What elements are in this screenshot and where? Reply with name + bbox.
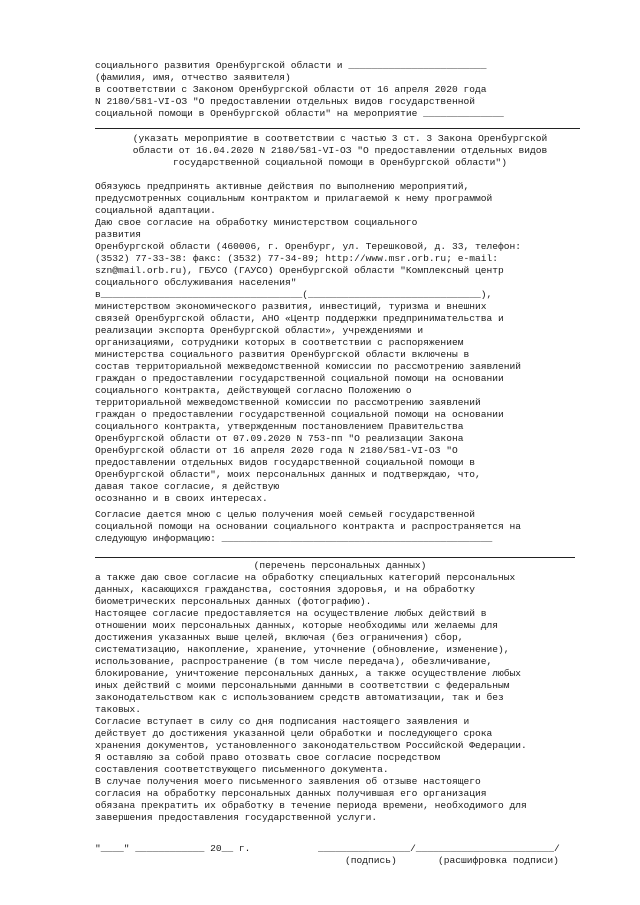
text-line: давая такое согласие, я действую	[95, 481, 280, 492]
text-line: министерством экономического развития, инвестиций, туризма и внешних	[95, 301, 487, 312]
text-line: следующую информацию: _______________________________________________	[95, 533, 493, 544]
text-line: Обязуюсь предпринять активные действия по выполнению мероприятий,	[95, 181, 470, 192]
text-line: таковых.	[95, 704, 142, 715]
text-line: в соответствии с Законом Оренбургской области от 16 апреля 2020 года	[95, 84, 487, 95]
name-caption: (расшифровка подписи)	[438, 855, 559, 866]
text-line: территориальной межведомственной комиссии по рассмотрению заявлений	[95, 397, 481, 408]
text-line: министерства социального развития Оренбургской области включены в	[95, 349, 470, 360]
text-line: Настоящее согласие предоставляется на осуществление любых действий в	[95, 608, 487, 619]
text-line: действует до достижения указанной цели обработки и последующего срока	[95, 728, 493, 739]
text-line: N 2180/581-VI-ОЗ "О предоставлении отдельных видов государственной	[95, 96, 475, 107]
text-line: завершения предоставления государственной услуги.	[95, 812, 378, 823]
text-line: составления соответствующего письменного документа.	[95, 764, 389, 775]
text-line: хранения документов, установленного законодательством Российской Федерации.	[95, 740, 527, 751]
text-line: социального развития Оренбургской области и ________________________	[95, 60, 487, 71]
text-line: осознанно и в своих интересах.	[95, 493, 268, 504]
text-line: состав территориальной межведомственной комиссии по рассмотрению заявлений	[95, 361, 522, 372]
text-line: Согласие вступает в силу со дня подписания настоящего заявления и	[95, 716, 470, 727]
text-line: данных, касающихся гражданства, состояния здоровья, и на обработку	[95, 584, 475, 595]
text-line: граждан о предоставлении государственной социальной помощи на основании	[95, 409, 504, 420]
text-line: использование, распространение (в том числе передача), обезличивание,	[95, 656, 493, 667]
text-line: Согласие дается мною с целью получения моей семьей государственной	[95, 509, 475, 520]
text-line: Оренбургской области от 16 апреля 2020 года N 2180/581-VI-ОЗ "О	[95, 445, 458, 456]
text-line: законодательством как с использованием средств автоматизации, так и без	[95, 692, 504, 703]
text-line: развития	[95, 229, 142, 240]
text-line: блокирование, уничтожение персональных данных, а также осуществление любых	[95, 668, 522, 679]
hint-line: области от 16.04.2020 N 2180/581-VI-ОЗ "О предоставлении отдельных видов	[132, 145, 548, 156]
fill-in-line	[95, 557, 575, 558]
text-line: социальной помощи в Оренбургской области" на мероприятие ______________	[95, 108, 504, 119]
hint-line: (указать мероприятие в соответствии с частью 3 ст. 3 Закона Оренбургской	[132, 133, 548, 144]
text-line: граждан о предоставлении государственной социальной помощи на основании	[95, 373, 504, 384]
text-line: Оренбургской области (460006, г. Оренбург, ул. Терешковой, д. 33, телефон:	[95, 241, 522, 252]
text-line: отношении моих персональных данных, которые необходимы или желаемы для	[95, 620, 499, 631]
hint-line: (перечень персональных данных)	[253, 560, 427, 571]
text-line: биометрических персональных данных (фотографию).	[95, 596, 372, 607]
text-line: в___________________________________(______________________________),	[95, 289, 493, 300]
text-line: реализации экспорта Оренбургской области», учреждениями и	[95, 325, 424, 336]
text-line: организациями, сотрудники которых в соответствии с распоряжением	[95, 337, 464, 348]
text-line: Даю свое согласие на обработку министерством социального	[95, 217, 418, 228]
text-line: szn@mail.orb.ru), ГБУСО (ГАУСО) Оренбургской области "Комплексный центр	[95, 265, 504, 276]
hint-line: государственной социальной помощи в Оренбургской области")	[173, 157, 507, 168]
text-line: предусмотренных социальным контрактом и прилагаемой к нему программой	[95, 193, 493, 204]
text-line: а также даю свое согласие на обработку специальных категорий персональных	[95, 572, 516, 583]
text-line: предоставлении отдельных видов государственной социальной помощи в	[95, 457, 475, 468]
fill-in-line	[95, 128, 580, 129]
signature-line: ________________/________________________/	[318, 843, 560, 854]
text-line: В случае получения моего письменного заявления об отзыве настоящего	[95, 776, 481, 787]
text-line: (3532) 77-33-38: факс: (3532) 77-34-89; http://www.msr.orb.ru; e-mail:	[95, 253, 499, 264]
signature-date: "____" ____________ 20__ г.	[95, 843, 251, 854]
text-line: социального контракта, действующей согласно Положению о	[95, 385, 412, 396]
text-line: социального контракта, утвержденным постановлением Правительства	[95, 421, 464, 432]
text-line: достижения указанных выше целей, включая (без ограничения) сбор,	[95, 632, 464, 643]
text-line: социальной помощи на основании социального контракта и распространяется на	[95, 521, 522, 532]
text-line: (фамилия, имя, отчество заявителя)	[95, 72, 291, 83]
text-line: Я оставляю за собой право отозвать свое согласие посредством	[95, 752, 441, 763]
text-line: иных действий с моими персональными данными в соответствии с федеральным	[95, 680, 510, 691]
signature-caption: (подпись)	[345, 855, 397, 866]
text-line: социальной адаптации.	[95, 205, 216, 216]
text-line: систематизацию, накопление, хранение, уточнение (обновление, изменение),	[95, 644, 510, 655]
text-line: Оренбургской области", моих персональных данных и подтверждаю, что,	[95, 469, 481, 480]
text-line: Оренбургской области от 07.09.2020 N 753-пп "О реализации Закона	[95, 433, 464, 444]
text-line: обязана прекратить их обработку в течение периода времени, необходимого для	[95, 800, 527, 811]
text-line: согласия на обработку персональных данных получившая его организация	[95, 788, 487, 799]
text-line: социального обслуживания населения"	[95, 277, 297, 288]
text-line: связей Оренбургской области, АНО «Центр поддержки предпринимательства и	[95, 313, 504, 324]
